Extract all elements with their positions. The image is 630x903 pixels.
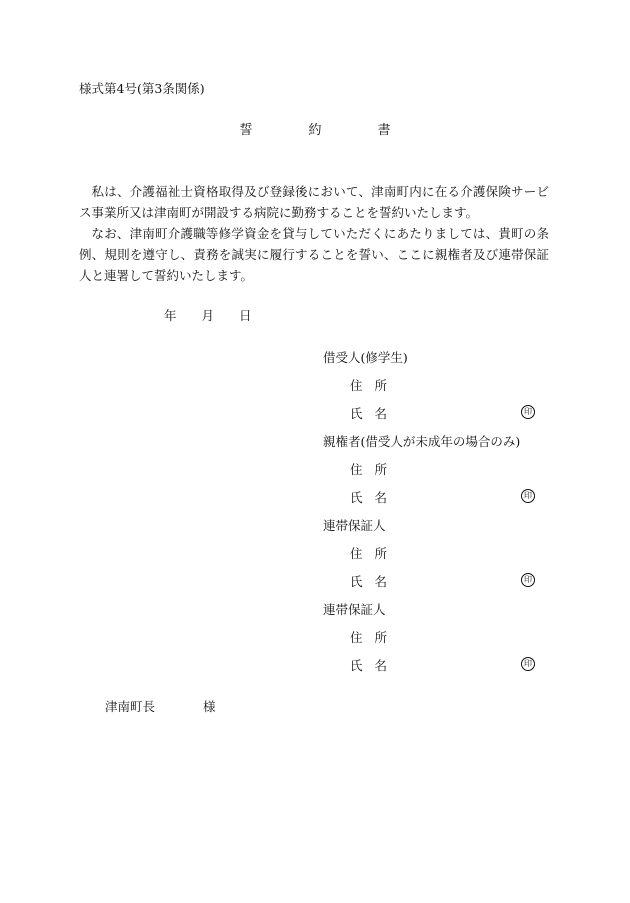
date-year: 年	[164, 308, 177, 323]
title-char-2: 約	[308, 123, 322, 138]
borrower-seal-mark: 印	[521, 405, 535, 419]
addressee-honorific: 様	[203, 699, 216, 714]
party-label-borrower: 借受人(修学生)	[323, 350, 408, 365]
title-char-3: 書	[377, 123, 391, 138]
date-month: 月	[201, 308, 215, 323]
party-label-guarantor-2: 連帯保証人	[323, 602, 386, 617]
borrower-name-label: 氏 名	[350, 406, 388, 421]
pledge-paragraph-1: 私は、介護福祉士資格取得及び登録後において、津南町内に在る介護保険サービス事業所又は津南町が開設する病院に勤務することを誓約いたします。	[79, 184, 549, 220]
guardian-name-label: 氏 名	[350, 490, 388, 505]
guarantor-2-seal-mark: 印	[521, 657, 535, 671]
guarantor-1-address-label: 住 所	[350, 546, 388, 561]
title-char-1: 誓	[239, 123, 253, 138]
party-label-guarantor-1: 連帯保証人	[323, 518, 386, 533]
form-number: 様式第4号(第3条関係)	[79, 81, 205, 96]
addressee-line	[105, 697, 216, 715]
guarantor-1-seal-mark: 印	[521, 573, 535, 587]
guarantor-1-name-label: 氏 名	[350, 574, 388, 589]
guardian-seal-mark: 印	[521, 489, 535, 503]
guarantor-2-name-label: 氏 名	[350, 658, 388, 673]
party-label-guardian: 親権者(借受人が未成年の場合のみ)	[323, 434, 521, 449]
pledge-paragraph-2: なお、津南町介護職等修学資金を貸与していただくにあたりましては、貴町の条例、規則を遵守し、責務を誠実に履行することを誓い、ここに親権者及び連帯保証人と連署して誓約いたします。	[79, 226, 549, 283]
guardian-address-label: 住 所	[350, 462, 388, 477]
document-title	[0, 119, 630, 138]
borrower-address-label: 住 所	[350, 378, 388, 393]
addressee-name: 津南町長	[105, 699, 156, 714]
date-day: 日	[239, 308, 252, 323]
date-line	[164, 306, 252, 324]
guarantor-2-address-label: 住 所	[350, 630, 388, 645]
